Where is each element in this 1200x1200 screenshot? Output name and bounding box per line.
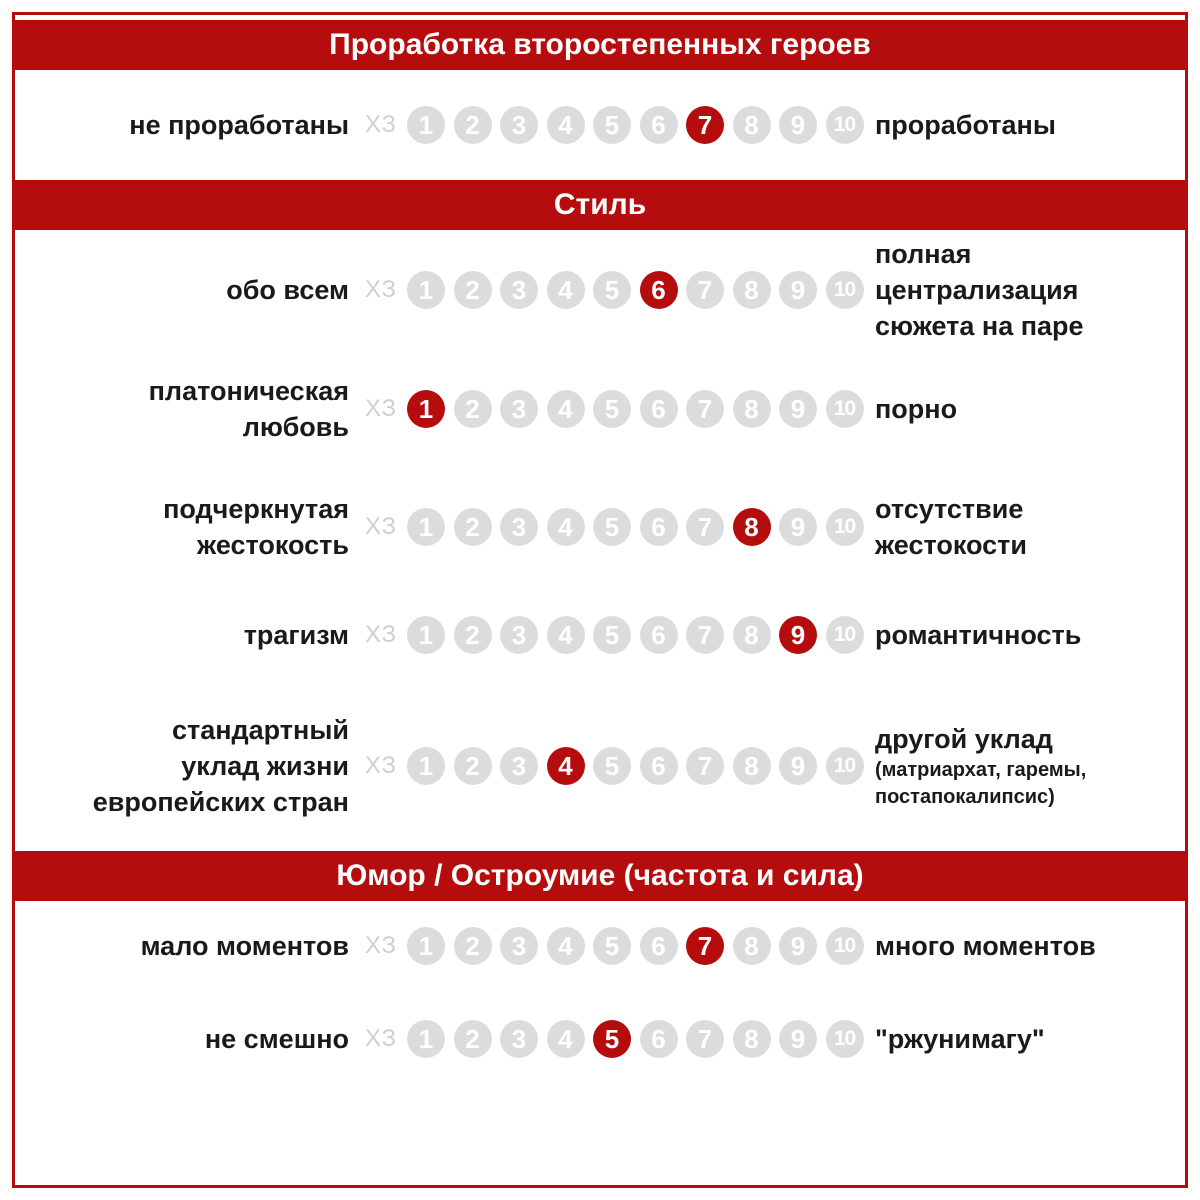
rating-circle: 2 bbox=[454, 271, 492, 309]
rating-scale bbox=[365, 106, 872, 144]
left-pole-line: платоническая bbox=[148, 376, 349, 406]
rating-row bbox=[15, 712, 1185, 820]
right-pole-line: жестокости bbox=[875, 530, 1027, 560]
rating-circle: 9 bbox=[779, 106, 817, 144]
rating-scale bbox=[365, 508, 872, 546]
rating-circle: 9 bbox=[779, 1020, 817, 1058]
left-pole-line: жестокость bbox=[197, 530, 349, 560]
rating-circle: 10 bbox=[826, 927, 864, 965]
rating-circle: 5 bbox=[593, 927, 631, 965]
rating-circle: 8 bbox=[733, 1020, 771, 1058]
right-pole-label bbox=[875, 107, 1056, 143]
xz-option: ХЗ bbox=[365, 1025, 397, 1052]
rating-scale bbox=[365, 747, 872, 785]
rating-circle: 4 bbox=[547, 106, 585, 144]
rating-circle-selected: 7 bbox=[686, 927, 724, 965]
rating-circle: 4 bbox=[547, 508, 585, 546]
rating-circle: 10 bbox=[826, 616, 864, 654]
rating-circle: 9 bbox=[779, 508, 817, 546]
rating-circle: 4 bbox=[547, 1020, 585, 1058]
rating-circle: 7 bbox=[686, 390, 724, 428]
rating-circle: 3 bbox=[500, 1020, 538, 1058]
right-pole-line: "ржунимагу" bbox=[875, 1024, 1045, 1054]
rating-circle: 5 bbox=[593, 747, 631, 785]
right-pole-line: отсутствие bbox=[875, 494, 1024, 524]
right-pole-label bbox=[875, 391, 957, 427]
rating-circle: 7 bbox=[686, 1020, 724, 1058]
right-pole-line: централизация bbox=[875, 275, 1079, 305]
right-pole-line: сюжета на паре bbox=[875, 311, 1084, 341]
rating-circle: 10 bbox=[826, 747, 864, 785]
right-pole-line: проработаны bbox=[875, 110, 1056, 140]
rating-scale bbox=[365, 927, 872, 965]
section-header-secondary-heroes: Проработка второстепенных героев bbox=[15, 20, 1185, 70]
rating-circle: 3 bbox=[500, 747, 538, 785]
rating-circle: 10 bbox=[826, 390, 864, 428]
rating-circle: 5 bbox=[593, 616, 631, 654]
rating-circle-selected: 5 bbox=[593, 1020, 631, 1058]
rating-circle-selected: 6 bbox=[640, 271, 678, 309]
xz-option: ХЗ bbox=[365, 395, 397, 422]
rating-circle: 2 bbox=[454, 927, 492, 965]
rating-circle: 4 bbox=[547, 271, 585, 309]
right-pole-subtext: постапокалипсис) bbox=[875, 786, 1055, 808]
rating-circle: 2 bbox=[454, 1020, 492, 1058]
left-pole-line: уклад жизни bbox=[181, 751, 349, 781]
rating-circle: 2 bbox=[454, 747, 492, 785]
rating-circle: 4 bbox=[547, 927, 585, 965]
rating-card bbox=[12, 12, 1188, 1188]
left-pole-line: обо всем bbox=[226, 275, 349, 305]
rating-scale bbox=[365, 390, 872, 428]
right-pole-label bbox=[875, 928, 1096, 964]
left-pole-line: мало моментов bbox=[140, 931, 349, 961]
rating-row bbox=[15, 927, 1185, 965]
left-pole-line: любовь bbox=[242, 412, 349, 442]
rating-circle: 3 bbox=[500, 927, 538, 965]
right-pole-label bbox=[875, 721, 1086, 811]
left-pole-label bbox=[15, 107, 349, 143]
rating-circle-selected: 4 bbox=[547, 747, 585, 785]
rating-circle: 10 bbox=[826, 106, 864, 144]
left-pole-label bbox=[15, 1021, 349, 1057]
rating-circle: 6 bbox=[640, 106, 678, 144]
rating-circle: 5 bbox=[593, 106, 631, 144]
rating-circle: 3 bbox=[500, 616, 538, 654]
rating-circle-selected: 9 bbox=[779, 616, 817, 654]
right-pole-line: романтичность bbox=[875, 620, 1082, 650]
rating-circle: 3 bbox=[500, 106, 538, 144]
rating-circle: 9 bbox=[779, 927, 817, 965]
rating-row bbox=[15, 236, 1185, 344]
rating-circle: 1 bbox=[407, 271, 445, 309]
rating-circle: 7 bbox=[686, 747, 724, 785]
left-pole-label bbox=[15, 373, 349, 445]
rating-circle: 3 bbox=[500, 271, 538, 309]
rating-circle: 6 bbox=[640, 390, 678, 428]
xz-option: ХЗ bbox=[365, 752, 397, 779]
left-pole-line: не смешно bbox=[204, 1024, 349, 1054]
rating-circle: 1 bbox=[407, 508, 445, 546]
rating-circle: 2 bbox=[454, 508, 492, 546]
rating-circle: 3 bbox=[500, 508, 538, 546]
rating-row bbox=[15, 491, 1185, 563]
rating-circle: 2 bbox=[454, 390, 492, 428]
right-pole-line: порно bbox=[875, 394, 958, 424]
rating-circle: 8 bbox=[733, 271, 771, 309]
rating-row bbox=[15, 616, 1185, 654]
rating-row bbox=[15, 1020, 1185, 1058]
right-pole-subtext: (матриархат, гаремы, bbox=[875, 759, 1087, 781]
rating-circle: 7 bbox=[686, 616, 724, 654]
rating-circle: 6 bbox=[640, 1020, 678, 1058]
rating-circle: 9 bbox=[779, 747, 817, 785]
rating-circle: 4 bbox=[547, 390, 585, 428]
rating-circle: 8 bbox=[733, 616, 771, 654]
rating-circle: 7 bbox=[686, 271, 724, 309]
rating-row bbox=[15, 373, 1185, 445]
left-pole-label bbox=[15, 272, 349, 308]
rating-scale bbox=[365, 616, 872, 654]
rating-circle: 1 bbox=[407, 747, 445, 785]
rating-circle: 2 bbox=[454, 616, 492, 654]
xz-option: ХЗ bbox=[365, 111, 397, 138]
xz-option: ХЗ bbox=[365, 276, 397, 303]
rating-circle: 8 bbox=[733, 927, 771, 965]
xz-option: ХЗ bbox=[365, 513, 397, 540]
section-header-style: Стиль bbox=[15, 180, 1185, 230]
rating-circle: 10 bbox=[826, 508, 864, 546]
left-pole-line: подчеркнутая bbox=[163, 494, 349, 524]
right-pole-line: другой уклад bbox=[875, 724, 1053, 754]
right-pole-label bbox=[875, 236, 1084, 344]
rating-circle: 5 bbox=[593, 390, 631, 428]
rating-circle: 5 bbox=[593, 271, 631, 309]
right-pole-label bbox=[875, 491, 1027, 563]
rating-circle: 1 bbox=[407, 106, 445, 144]
rating-circle: 1 bbox=[407, 616, 445, 654]
rating-row bbox=[15, 106, 1185, 144]
rating-circle: 8 bbox=[733, 747, 771, 785]
rating-circle: 9 bbox=[779, 271, 817, 309]
left-pole-line: трагизм bbox=[243, 620, 349, 650]
right-pole-label bbox=[875, 1021, 1045, 1057]
rating-circle: 4 bbox=[547, 616, 585, 654]
xz-option: ХЗ bbox=[365, 932, 397, 959]
left-pole-label bbox=[15, 491, 349, 563]
rating-circle: 8 bbox=[733, 390, 771, 428]
rating-scale bbox=[365, 271, 872, 309]
rating-scale bbox=[365, 1020, 872, 1058]
rating-circle: 10 bbox=[826, 1020, 864, 1058]
rating-circle: 8 bbox=[733, 106, 771, 144]
rating-circle: 6 bbox=[640, 747, 678, 785]
right-pole-line: полная bbox=[875, 239, 972, 269]
rating-circle: 6 bbox=[640, 927, 678, 965]
left-pole-line: стандартный bbox=[171, 715, 349, 745]
rating-circle: 2 bbox=[454, 106, 492, 144]
rating-circle-selected: 1 bbox=[407, 390, 445, 428]
rating-circle: 1 bbox=[407, 927, 445, 965]
section-header-humor: Юмор / Остроумие (частота и сила) bbox=[15, 851, 1185, 901]
rating-circle: 1 bbox=[407, 1020, 445, 1058]
left-pole-line: европейских стран bbox=[92, 787, 349, 817]
rating-circle: 3 bbox=[500, 390, 538, 428]
rating-circle: 7 bbox=[686, 508, 724, 546]
rating-circle: 6 bbox=[640, 508, 678, 546]
left-pole-label bbox=[15, 712, 349, 820]
rating-circle-selected: 8 bbox=[733, 508, 771, 546]
right-pole-line: много моментов bbox=[875, 931, 1096, 961]
rating-circle-selected: 7 bbox=[686, 106, 724, 144]
rating-circle: 5 bbox=[593, 508, 631, 546]
left-pole-label bbox=[15, 928, 349, 964]
xz-option: ХЗ bbox=[365, 621, 397, 648]
right-pole-label bbox=[875, 617, 1081, 653]
rating-circle: 10 bbox=[826, 271, 864, 309]
rating-circle: 6 bbox=[640, 616, 678, 654]
rating-circle: 9 bbox=[779, 390, 817, 428]
left-pole-line: не проработаны bbox=[129, 110, 349, 140]
left-pole-label bbox=[15, 617, 349, 653]
